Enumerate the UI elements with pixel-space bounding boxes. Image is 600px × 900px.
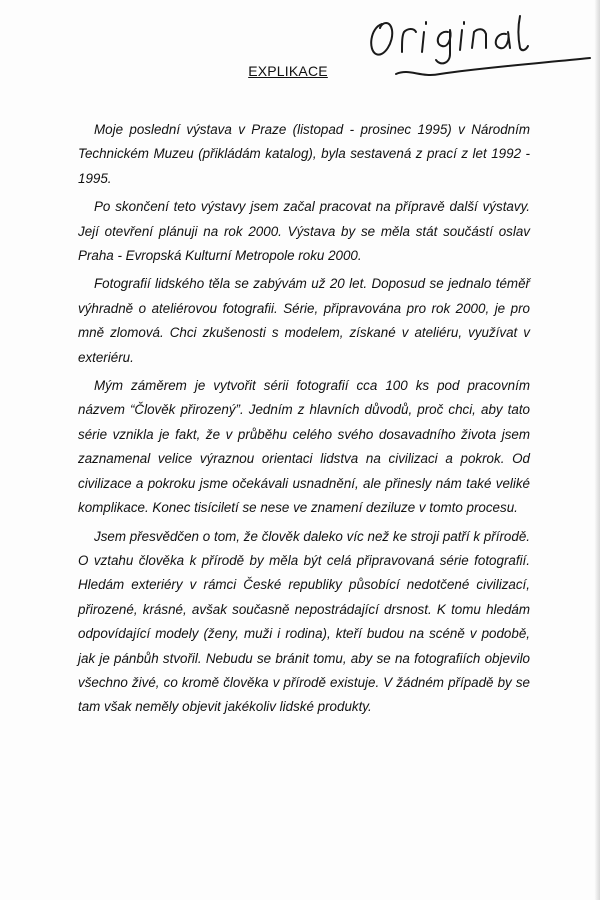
paragraph-2: Po skončení teto výstavy jsem začal pracovat na přípravě další výstavy. Její otevření plánuji na rok 2000. Výstava by se měla stát součástí oslav Praha - Evropská Kulturní Metropole roku 2000.	[78, 199, 530, 264]
document-body	[78, 118, 530, 724]
paragraph-1: Moje poslední výstava v Praze (listopad - prosinec 1995) v Národním Technickém Muzeu (přikládám katalog), byla sestavená z prací z let 1992 - 1995.	[78, 122, 530, 186]
paragraph-5: Jsem přesvědčen o tom, že člověk daleko víc než ke stroji patří k přírodě. O vztahu člověka k přírodě by měla být celá připravovaná série fotografií. Hledám exteriéry v rámci České republiky působící nedotčené civilizací, přirozené, krásné, avšak současně nepostrádající drsnost. K tomu hledám odpovídající modely (ženy, muži i rodina), kteří budou na scéně v podobě, jak je pánbůh stvořil. Nebudu se bránit tomu, aby se na fotografiích objevilo všechno živé, co kromě člověka v přírodě existuje. V žádném případě by se tam však neměly objevit jakékoliv lidské produkty.	[78, 528, 530, 715]
paragraph-3: Fotografií lidského těla se zabývám už 20 let. Doposud se jednalo téměř výhradně o ateliérovou fotografii. Série, připravována pro rok 2000, je pro mně zlomová. Chci zkušenosti s modelem, získané v ateliéru, využívat v exteriéru.	[78, 276, 530, 365]
paragraph-4: Mým záměrem je vytvořit sérii fotografií cca 100 ks pod pracovním názvem “Člověk přirozený”. Jedním z hlavních důvodů, proč chci, aby tato série vznikla je fakt, že v průběhu celého svého dosavadního života jsem zaznamenal velice výraznou orientaci lidstva na civilizaci a pokrok. Od civilizace a pokroku jsme očekávali usnadnění, ale přinesly nám také veliké komplikace. Konec tisíciletí se nese ve znamení deziluze v tomto procesu.	[78, 378, 530, 516]
title-text: EXPLIKACE	[248, 63, 328, 79]
document-title	[0, 63, 600, 79]
scan-edge	[594, 0, 600, 900]
